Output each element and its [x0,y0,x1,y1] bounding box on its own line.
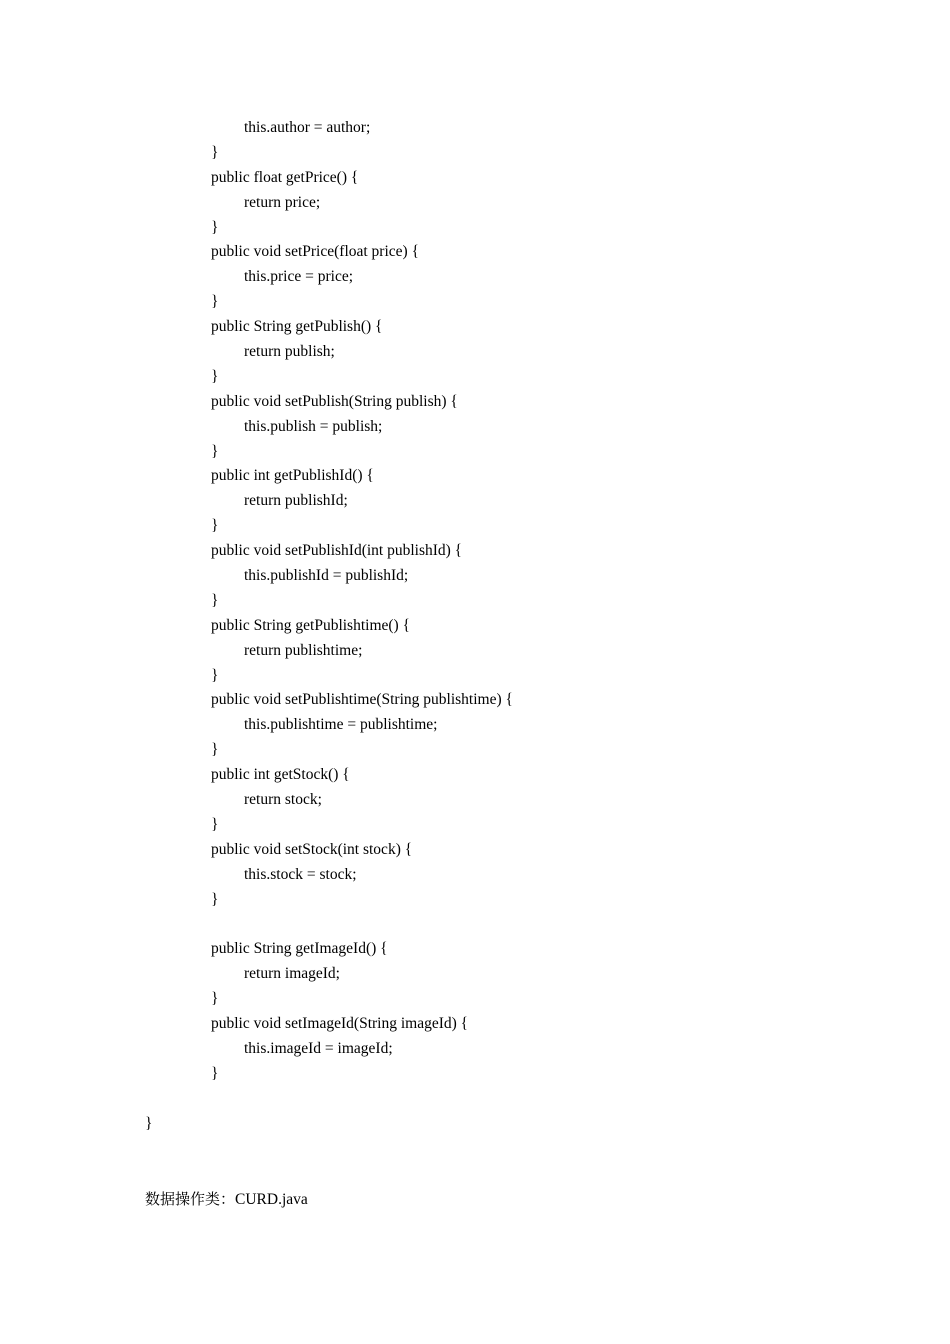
code-line: this.publish = publish; [244,417,383,435]
code-line: } [211,741,219,759]
code-line: } [211,890,219,908]
code-line: } [211,367,219,385]
code-line: } [211,990,219,1008]
code-line: public void setPublishtime(String publishtime) { [211,691,513,709]
code-line: public String getImageId() { [211,940,388,958]
code-line: public int getPublishId() { [211,467,374,485]
code-line [0,1087,950,1112]
code-line: } [211,442,219,460]
code-line: } [211,218,219,236]
code-line: this.price = price; [244,268,354,286]
code-line: public String getPublish() { [211,318,383,336]
code-line: return imageId; [244,965,340,983]
code-line: } [145,1114,153,1132]
code-line: } [211,666,219,684]
code-line: } [211,1064,219,1082]
code-line: return publishtime; [244,641,363,659]
code-line: } [211,517,219,535]
code-line: public int getStock() { [211,766,350,784]
code-line: this.imageId = imageId; [244,1039,393,1057]
code-line: } [211,293,219,311]
code-line: public void setStock(int stock) { [211,840,413,858]
code-line: } [211,591,219,609]
code-line: this.stock = stock; [244,865,357,883]
code-line: this.author = author; [244,119,371,136]
code-listing [0,116,950,1137]
caption-label: 数据操作类： [145,1190,236,1208]
code-line: this.publishId = publishId; [244,567,409,585]
code-line: } [211,143,219,161]
caption-filename: CURD.java [235,1191,308,1208]
code-line: public void setPrice(float price) { [211,243,420,261]
code-line: public float getPrice() { [211,168,359,186]
code-line: return publishId; [244,492,348,510]
code-line [0,913,950,938]
code-line: public String getPublishtime() { [211,616,411,634]
code-line: return stock; [244,791,322,809]
code-line: return price; [244,193,321,211]
code-line: public void setPublish(String publish) { [211,392,458,410]
code-line: public void setImageId(String imageId) { [211,1015,469,1033]
section-caption [145,1187,308,1212]
code-line: return publish; [244,343,335,361]
code-line: this.publishtime = publishtime; [244,716,438,734]
code-line: public void setPublishId(int publishId) { [211,542,463,560]
code-line: } [211,815,219,833]
